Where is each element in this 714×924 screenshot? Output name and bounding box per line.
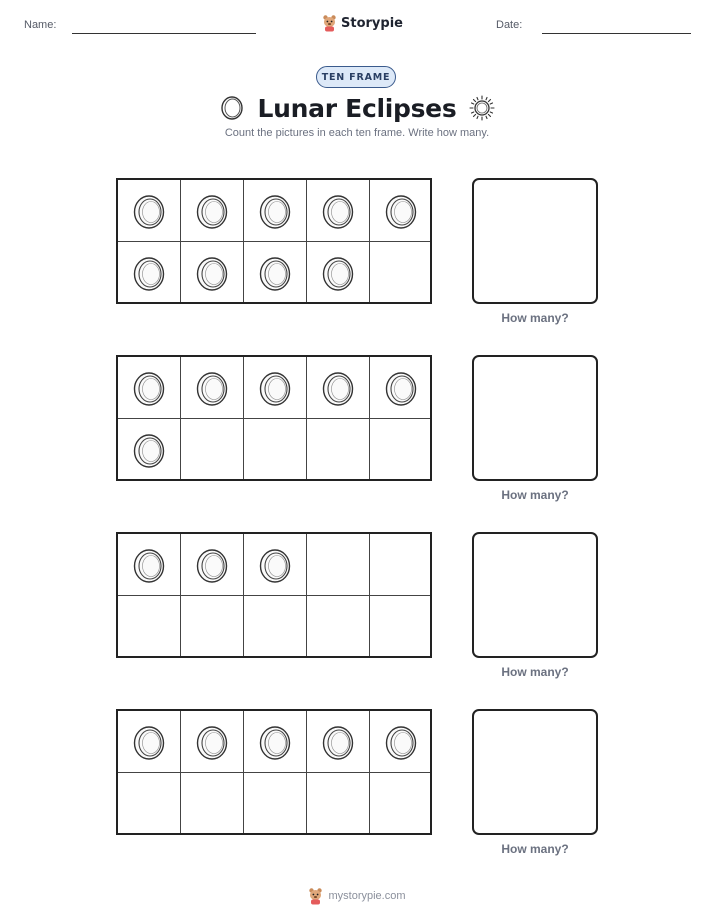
frame-cell bbox=[244, 180, 307, 242]
moon-outline-icon bbox=[384, 194, 418, 230]
mascot-icon bbox=[308, 887, 323, 905]
moon-outline-icon bbox=[132, 548, 166, 584]
frame-cell bbox=[307, 357, 370, 419]
frame-cell bbox=[181, 773, 244, 835]
title-row bbox=[0, 90, 714, 126]
brand-name: Storypie bbox=[341, 15, 403, 31]
moon-outline-icon bbox=[321, 725, 355, 761]
sun-icon bbox=[468, 94, 496, 122]
crescent-moon-icon bbox=[218, 94, 246, 122]
moon-outline-icon bbox=[195, 371, 229, 407]
frame-cell bbox=[307, 242, 370, 304]
ten-frame bbox=[116, 178, 432, 304]
how-many-label: How many? bbox=[501, 842, 569, 856]
moon-outline-icon bbox=[195, 725, 229, 761]
frame-cell bbox=[118, 180, 181, 242]
frame-cell bbox=[244, 242, 307, 304]
frame-cell bbox=[370, 242, 433, 304]
frame-cell bbox=[181, 242, 244, 304]
frame-cell bbox=[307, 773, 370, 835]
frame-cell bbox=[307, 180, 370, 242]
how-many-label: How many? bbox=[501, 311, 569, 325]
frame-cell bbox=[370, 534, 433, 596]
frame-cell bbox=[370, 357, 433, 419]
frame-cell bbox=[307, 534, 370, 596]
frame-cell bbox=[181, 180, 244, 242]
frame-cell bbox=[307, 711, 370, 773]
frame-cell bbox=[118, 534, 181, 596]
moon-outline-icon bbox=[195, 194, 229, 230]
name-label: Name: bbox=[24, 19, 57, 31]
ten-frame bbox=[116, 709, 432, 835]
moon-outline-icon bbox=[258, 256, 292, 292]
frame-cell bbox=[118, 596, 181, 658]
moon-outline-icon bbox=[132, 433, 166, 469]
frame-cell bbox=[244, 534, 307, 596]
ten-frame bbox=[116, 355, 432, 481]
answer-box[interactable] bbox=[472, 178, 598, 304]
moon-outline-icon bbox=[258, 194, 292, 230]
moon-outline-icon bbox=[195, 256, 229, 292]
how-many-label: How many? bbox=[501, 488, 569, 502]
moon-outline-icon bbox=[132, 194, 166, 230]
footer bbox=[0, 886, 714, 906]
footer-site: mystorypie.com bbox=[328, 890, 406, 902]
frame-cell bbox=[181, 534, 244, 596]
frame-cell bbox=[370, 596, 433, 658]
moon-outline-icon bbox=[195, 548, 229, 584]
moon-outline-icon bbox=[321, 256, 355, 292]
moon-outline-icon bbox=[321, 194, 355, 230]
frame-cell bbox=[118, 773, 181, 835]
moon-outline-icon bbox=[258, 725, 292, 761]
moon-outline-icon bbox=[258, 548, 292, 584]
date-line[interactable] bbox=[542, 33, 691, 34]
frame-cell bbox=[370, 419, 433, 481]
frame-cell bbox=[244, 773, 307, 835]
instructions: Count the pictures in each ten frame. Write how many. bbox=[224, 127, 490, 139]
ten-frame bbox=[116, 532, 432, 658]
moon-outline-icon bbox=[132, 371, 166, 407]
frame-cell bbox=[118, 711, 181, 773]
frame-cell bbox=[118, 242, 181, 304]
frame-cell bbox=[181, 419, 244, 481]
moon-outline-icon bbox=[384, 725, 418, 761]
frame-cell bbox=[370, 773, 433, 835]
date-label: Date: bbox=[496, 19, 523, 31]
ten-frame-badge: TEN FRAME bbox=[316, 66, 396, 88]
frame-cell bbox=[244, 596, 307, 658]
answer-box[interactable] bbox=[472, 355, 598, 481]
frame-cell bbox=[244, 711, 307, 773]
frame-cell bbox=[181, 711, 244, 773]
page-title: Lunar Eclipses bbox=[257, 93, 457, 123]
frame-cell bbox=[118, 357, 181, 419]
frame-cell bbox=[118, 419, 181, 481]
moon-outline-icon bbox=[258, 371, 292, 407]
frame-cell bbox=[307, 419, 370, 481]
mascot-icon bbox=[322, 14, 337, 32]
moon-outline-icon bbox=[132, 256, 166, 292]
answer-box[interactable] bbox=[472, 532, 598, 658]
moon-outline-icon bbox=[384, 371, 418, 407]
frame-cell bbox=[181, 357, 244, 419]
frame-cell bbox=[244, 357, 307, 419]
frame-cell bbox=[244, 419, 307, 481]
how-many-label: How many? bbox=[501, 665, 569, 679]
frame-cell bbox=[370, 180, 433, 242]
brand-logo bbox=[322, 12, 403, 34]
answer-box[interactable] bbox=[472, 709, 598, 835]
name-line[interactable] bbox=[72, 33, 256, 34]
moon-outline-icon bbox=[321, 371, 355, 407]
moon-outline-icon bbox=[132, 725, 166, 761]
frame-cell bbox=[307, 596, 370, 658]
frame-cell bbox=[181, 596, 244, 658]
frame-cell bbox=[370, 711, 433, 773]
